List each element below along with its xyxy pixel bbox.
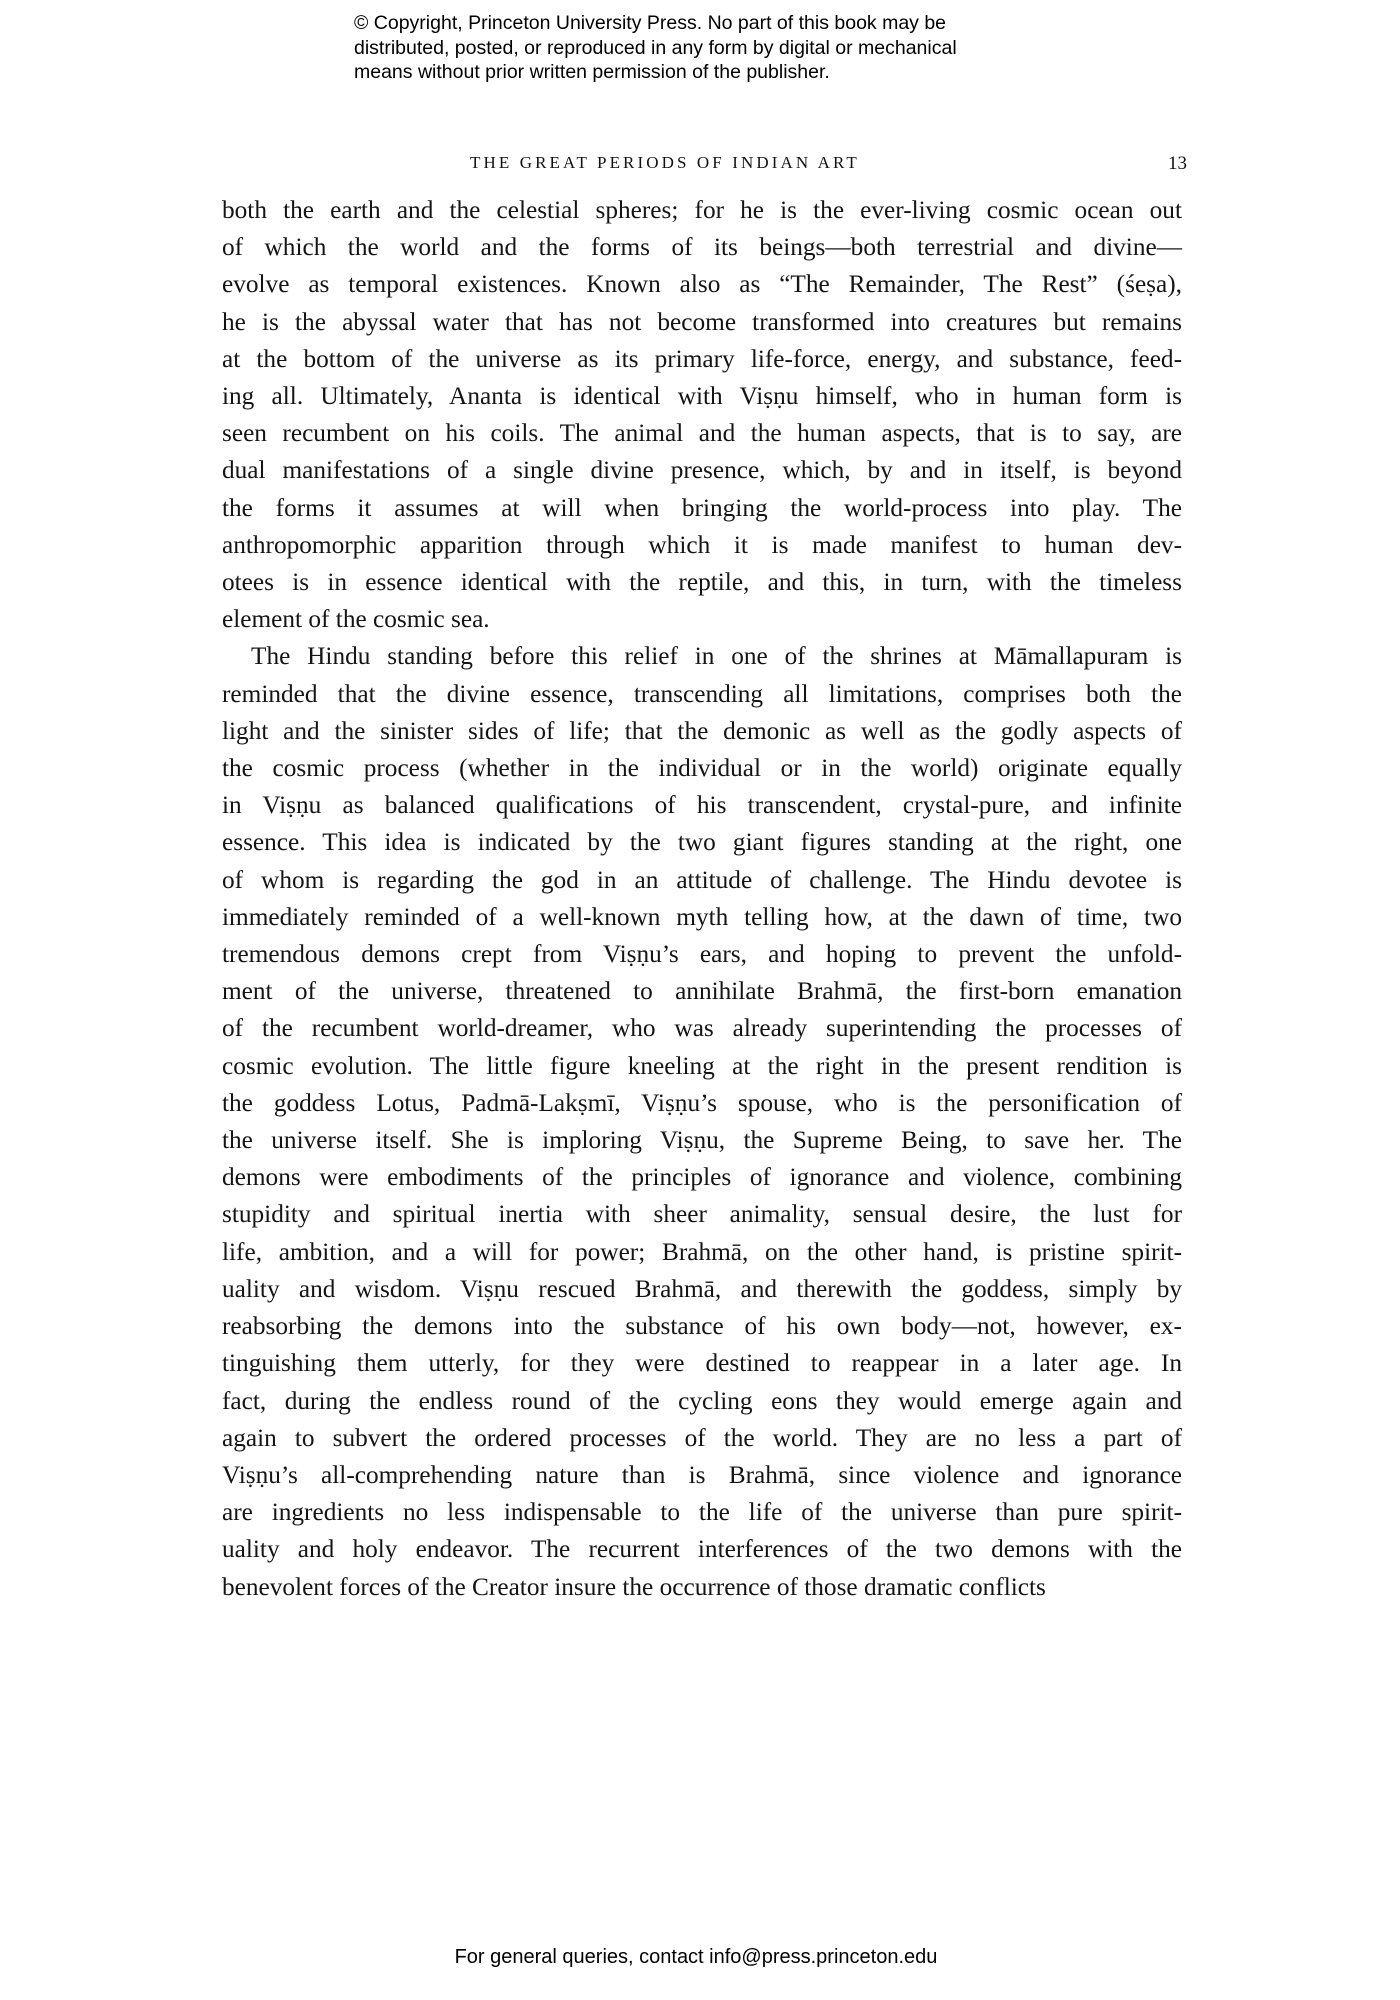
text-line: Viṣṇu’s all-comprehending nature than is Brahmā, since violence and ignorance xyxy=(222,1460,1182,1489)
footer-contact: For general queries, contact info@press.princeton.edu xyxy=(454,1946,938,1968)
page-number: 13 xyxy=(1168,153,1187,174)
copyright-line: © Copyright, Princeton University Press. No part of this book may be xyxy=(354,12,947,34)
text-line: reabsorbing the demons into the substance of his own body—not, however, ex- xyxy=(222,1312,1182,1341)
text-line: the cosmic process (whether in the individual or in the world) originate equally xyxy=(222,754,1182,783)
copyright-notice xyxy=(354,11,1114,85)
text-line: light and the sinister sides of life; that the demonic as well as the godly aspects of xyxy=(222,716,1182,745)
text-line: ing all. Ultimately, Ananta is identical with Viṣṇu himself, who in human form is xyxy=(222,382,1182,411)
text-line: immediately reminded of a well-known myth telling how, at the dawn of time, two xyxy=(222,902,1182,931)
text-line: of which the world and the forms of its beings—both terrestrial and divine— xyxy=(222,233,1182,262)
text-line: essence. This idea is indicated by the two giant figures standing at the right, one xyxy=(222,828,1182,857)
text-line: uality and holy endeavor. The recurrent interferences of the two demons with the xyxy=(222,1535,1182,1564)
text-line: the universe itself. She is imploring Viṣṇu, the Supreme Being, to save her. The xyxy=(222,1126,1182,1155)
text-line: reminded that the divine essence, transcending all limitations, comprises both the xyxy=(222,679,1182,708)
copyright-line: means without prior written permission of the publisher. xyxy=(354,61,830,83)
paragraph-hindu-relief xyxy=(222,638,1182,1605)
text-line: at the bottom of the universe as its primary life-force, energy, and substance, feed- xyxy=(222,344,1182,373)
running-head xyxy=(0,153,1400,175)
text-line: of the recumbent world-dreamer, who was already superintending the processes of xyxy=(222,1014,1182,1043)
text-line: otees is in essence identical with the reptile, and this, in turn, with the timeless xyxy=(222,568,1182,597)
text-line: both the earth and the celestial spheres; for he is the ever-living cosmic ocean out xyxy=(222,196,1182,224)
text-line: of whom is regarding the god in an attitude of challenge. The Hindu devotee is xyxy=(222,865,1182,894)
text-line: uality and wisdom. Viṣṇu rescued Brahmā, and therewith the goddess, simply by xyxy=(222,1274,1182,1303)
text-line: the goddess Lotus, Padmā-Lakṣmī, Viṣṇu’s spouse, who is the personification of xyxy=(222,1088,1182,1117)
text-line: fact, during the endless round of the cycling eons they would emerge again and xyxy=(222,1386,1182,1415)
text-line: ment of the universe, threatened to annihilate Brahmā, the first-born emanation xyxy=(222,977,1182,1006)
text-line: the forms it assumes at will when bringing the world-process into play. The xyxy=(222,493,1182,522)
copyright-line: distributed, posted, or reproduced in any form by digital or mechanical xyxy=(354,36,957,59)
text-line: he is the abyssal water that has not become transformed into creatures but remains xyxy=(222,307,1182,336)
running-head-title: THE GREAT PERIODS OF INDIAN ART xyxy=(470,153,860,172)
text-line: benevolent forces of the Creator insure the occurrence of those dramatic conflicts xyxy=(222,1572,1046,1601)
text-line: seen recumbent on his coils. The animal and the human aspects, that is to say, are xyxy=(222,419,1182,448)
body-text xyxy=(222,192,1182,1606)
text-line: stupidity and spiritual inertia with sheer animality, sensual desire, the lust for xyxy=(222,1200,1182,1229)
text-line: tinguishing them utterly, for they were destined to reappear in a later age. In xyxy=(222,1349,1182,1378)
text-line: element of the cosmic sea. xyxy=(222,605,490,634)
paragraph-continued xyxy=(222,192,1182,638)
text-line: evolve as temporal existences. Known also as “The Remainder, The Rest” (śeṣa), xyxy=(222,270,1182,299)
text-line: The Hindu standing before this relief in one of the shrines at Māmallapuram is xyxy=(251,642,1182,671)
text-line: demons were embodiments of the principles of ignorance and violence, combining xyxy=(222,1163,1182,1192)
text-line: tremendous demons crept from Viṣṇu’s ears, and hoping to prevent the unfold- xyxy=(222,940,1182,969)
text-line: cosmic evolution. The little figure kneeling at the right in the present rendition is xyxy=(222,1051,1182,1080)
text-line: anthropomorphic apparition through which it is made manifest to human dev- xyxy=(222,530,1182,559)
text-line: life, ambition, and a will for power; Brahmā, on the other hand, is pristine spirit- xyxy=(222,1237,1182,1266)
text-line: in Viṣṇu as balanced qualifications of his transcendent, crystal-pure, and infinite xyxy=(222,791,1182,820)
text-line: are ingredients no less indispensable to the life of the universe than pure spirit- xyxy=(222,1498,1182,1527)
text-line: again to subvert the ordered processes of the world. They are no less a part of xyxy=(222,1423,1182,1452)
text-line: dual manifestations of a single divine presence, which, by and in itself, is beyond xyxy=(222,456,1182,485)
